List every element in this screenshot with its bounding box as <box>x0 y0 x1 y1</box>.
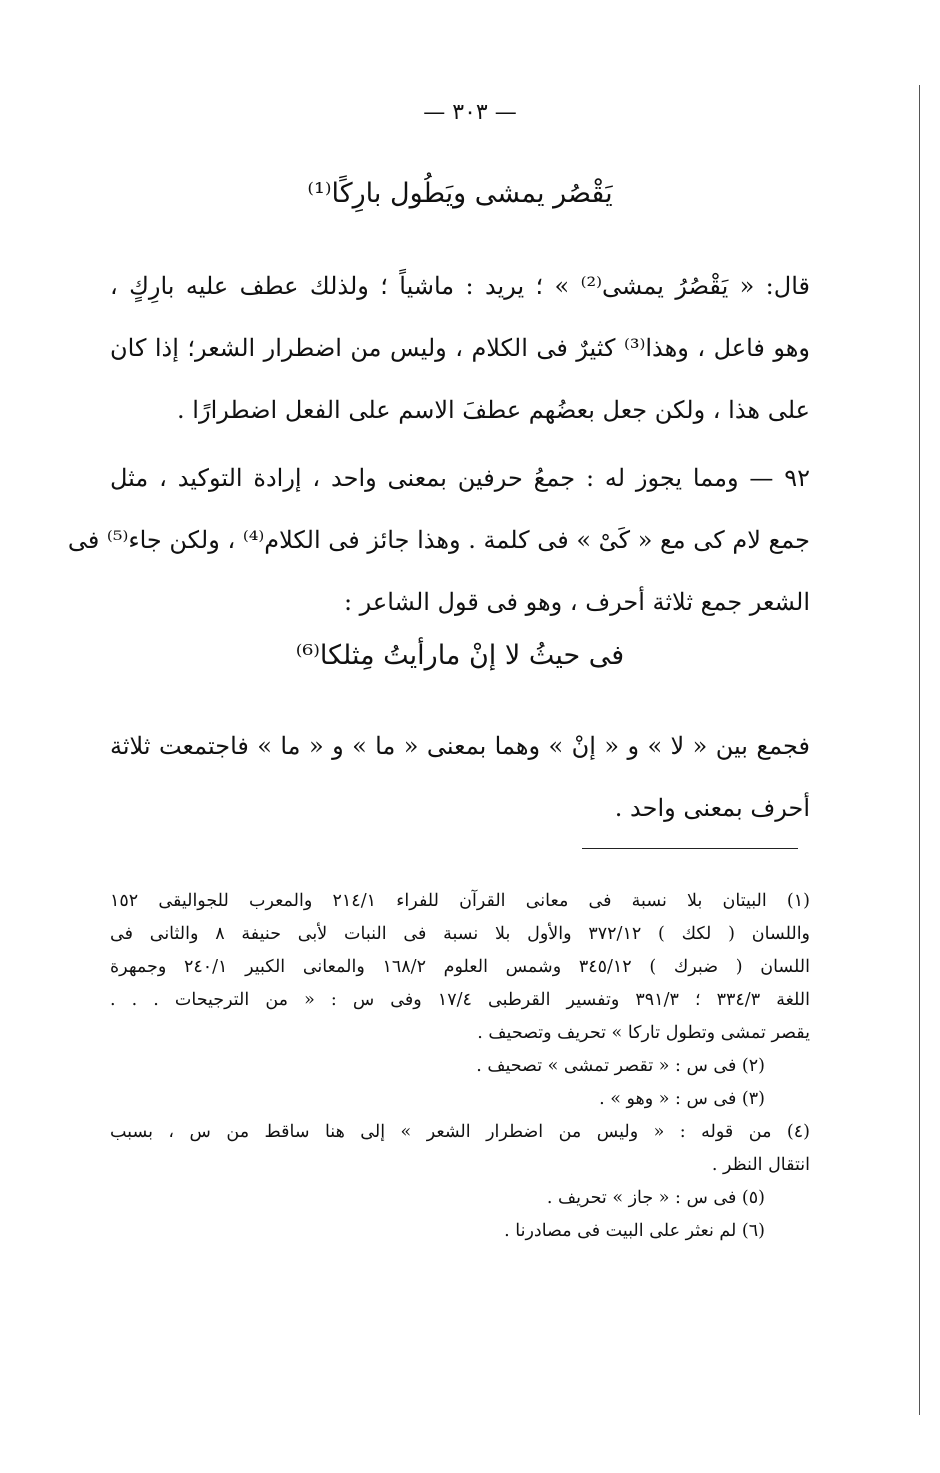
paragraph-3 <box>110 715 810 839</box>
footnote-4-line: انتقال النظر . <box>711 1155 810 1175</box>
footnote-4-line: (٤) من قوله : « وليس من اضطرار الشعر » إلى هنا ساقط من س ، بسبب <box>110 1122 810 1142</box>
footnote-1-line: اللغة ٣٣٤/٣ ؛ ٣٩١/٣ وتفسير القرطبى ١٧/٤ وفى س : « من الترجيحات . . . <box>110 990 810 1010</box>
footnote-1-line: واللسان ( لكك ) ٣٧٢/١٢ والأول بلا نسبة فى النبات لأبى حنيفة ٨ والثانى فى <box>110 924 811 944</box>
paragraph-line: أحرف بمعنى واحد . <box>614 794 810 822</box>
verse-1: يَقْصُر يمشى ويَطُول بارِكًا⁽¹⁾ <box>307 178 613 209</box>
footnote-5: (٥) فى س : « جاز » تحريف . <box>546 1188 765 1208</box>
paragraph-line: قال: « يَقْصُرُ يمشى⁽²⁾ » ؛ يريد : ماشياً ؛ ولذلك عطف عليه بارِكٍ ، <box>110 272 810 300</box>
footnote-1-line: يقصر تمشى وتطول تاركا » تحريف وتصحيف . <box>477 1023 810 1043</box>
paragraph-line: الشعر جمع ثلاثة أحرف ، وهو فى قول الشاعر : <box>343 588 810 616</box>
footnote-3: (٣) فى س : « وهو » . <box>599 1089 765 1109</box>
paragraph-line: وهو فاعل ، وهذا⁽³⁾ كثيرٌ فى الكلام ، وليس من اضطرار الشعر؛ إذا كان <box>110 334 810 362</box>
footnote-divider <box>582 848 798 849</box>
footnotes <box>110 885 810 1248</box>
footnote-1-line: اللسان ( ضبرك ) ٣٤٥/١٢ وشمس العلوم ١٦٨/٢ والمعانى الكبير ٢٤٠/١ وجمهرة <box>110 957 810 977</box>
paragraph-line: فجمع بين « لا » و « إنْ » وهما بمعنى « ما » و « ما » فاجتمعت ثلاثة <box>110 732 810 760</box>
paragraph-2 <box>67 447 810 633</box>
margin-rule <box>919 85 920 1415</box>
paragraph-line: ٩٢ — ومما يجوز له : جمعُ حرفين بمعنى واحد ، إرادة التوكيد ، مثل <box>110 464 810 492</box>
paragraph-line: جمع لام كى مع « كَىْ » فى كلمة . وهذا جائز فى الكلام⁽⁴⁾ ، ولكن جاء⁽⁵⁾ فى <box>67 526 810 554</box>
verse-2: فى حيثُ لا إنْ مارأيتُ مِثلكا⁽⁶⁾ <box>295 640 625 671</box>
footnote-6: (٦) لم نعثر على البيت فى مصادرنا . <box>504 1221 765 1241</box>
page-number: — ٣٠٣ — <box>423 100 517 125</box>
paragraph-line: على هذا ، ولكن جعل بعضُهم عطفَ الاسم على الفعل اضطرارًا . <box>177 396 810 424</box>
paragraph-1 <box>110 255 810 441</box>
footnote-1-line: (١) البيتان بلا نسبة فى معانى القرآن للفراء ٢١٤/١ والمعرب للجواليقى ١٥٢ <box>110 891 810 911</box>
footnote-2: (٢) فى س : « تقصر تمشى » تصحيف . <box>476 1056 765 1076</box>
